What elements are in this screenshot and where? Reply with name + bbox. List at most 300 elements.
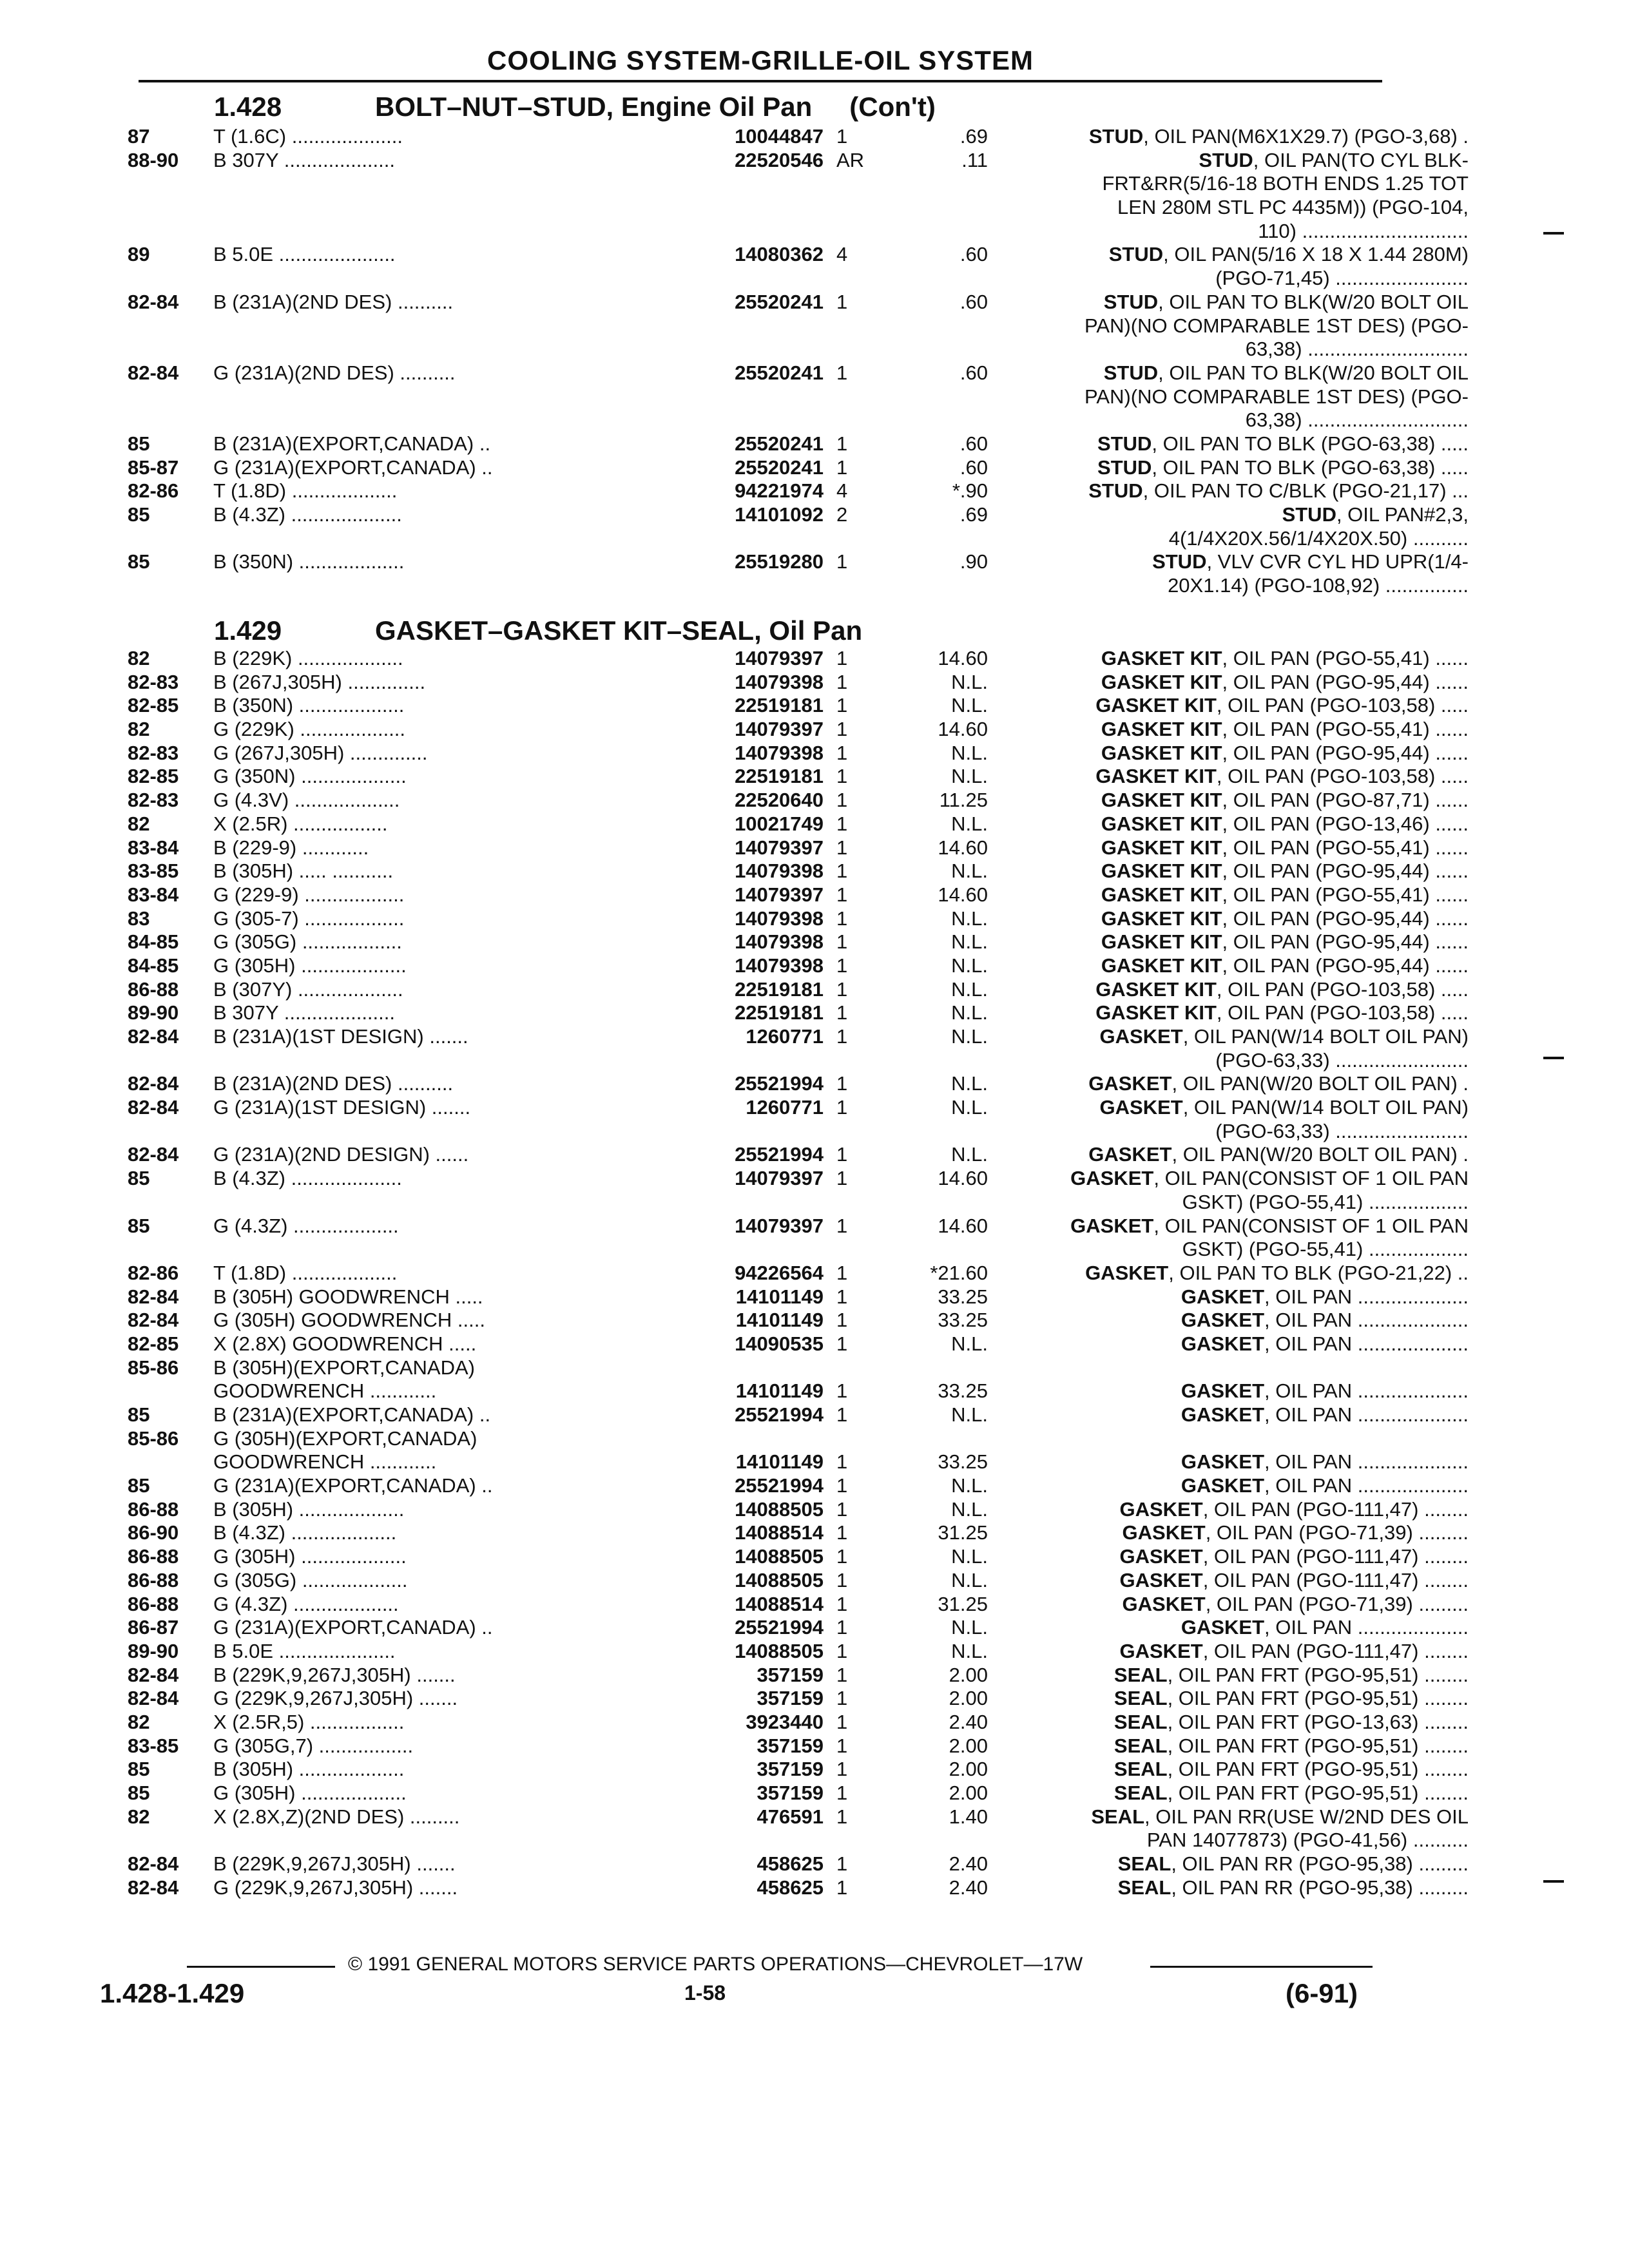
model-year: 83-84 [128, 883, 179, 906]
table-row [128, 1332, 1469, 1356]
price: 2.40 [949, 1852, 988, 1876]
part-number: 25520241 [735, 432, 824, 455]
quantity: 1 [836, 907, 848, 930]
quantity: AR [836, 148, 865, 171]
price: .60 [959, 456, 988, 479]
model-year: 82-84 [128, 1025, 179, 1048]
description: 4(1/4X20X.56/1/4X20X.50) .......... [1168, 526, 1469, 550]
table-row [128, 574, 1469, 598]
part-number: 25521994 [735, 1143, 824, 1166]
price: .11 [961, 148, 988, 171]
table-row [128, 1734, 1469, 1758]
application: G (229K) ................... [213, 718, 406, 741]
price: 2.40 [949, 1710, 988, 1733]
table-row [128, 1450, 1469, 1474]
price: 14.60 [938, 718, 988, 741]
quantity: 1 [836, 883, 848, 906]
part-number: 1260771 [746, 1025, 824, 1048]
part-number: 14079397 [735, 836, 824, 859]
description: GASKET, OIL PAN(CONSIST OF 1 OIL PAN [1070, 1214, 1469, 1237]
model-year: 82-85 [128, 1332, 179, 1355]
model-year: 87 [128, 125, 150, 148]
model-year: 82-84 [128, 290, 179, 313]
parts-table-1429 [128, 647, 1469, 1899]
table-row [128, 1545, 1469, 1569]
price: N.L. [951, 954, 988, 977]
part-number: 14090535 [735, 1332, 824, 1355]
quantity: 1 [836, 550, 848, 573]
section-continued: (Con't) [849, 91, 936, 122]
price: 14.60 [938, 647, 988, 669]
quantity: 1 [836, 1710, 848, 1733]
quantity: 1 [836, 456, 848, 479]
description: GASKET, OIL PAN(W/20 BOLT OIL PAN) . [1088, 1072, 1469, 1095]
application: X (2.8X,Z)(2ND DES) ......... [213, 1805, 460, 1828]
part-number: 14079398 [735, 860, 824, 883]
footer-copyright: © 1991 GENERAL MOTORS SERVICE PARTS OPERATIONS—CHEVROLET—17W [348, 1954, 1083, 1975]
model-year: 85 [128, 503, 150, 526]
quantity: 1 [836, 765, 848, 788]
description: GASKET, OIL PAN (PGO-111,47) ........ [1119, 1639, 1469, 1662]
model-year: 85 [128, 1214, 150, 1237]
quantity: 4 [836, 479, 848, 503]
model-year: 82 [128, 718, 150, 741]
description: GASKET KIT, OIL PAN (PGO-103,58) ..... [1095, 977, 1469, 1001]
price: N.L. [951, 1403, 988, 1426]
part-number: 14079397 [735, 1214, 824, 1237]
part-number: 14088505 [735, 1545, 824, 1568]
model-year: 83-84 [128, 836, 179, 859]
part-number: 357159 [757, 1663, 824, 1686]
part-number: 22519181 [735, 694, 824, 717]
table-row [128, 1309, 1469, 1332]
table-row [128, 1096, 1469, 1120]
price: N.L. [951, 907, 988, 930]
model-year: 82-86 [128, 479, 179, 503]
table-row [128, 1356, 1384, 1380]
price: N.L. [951, 1497, 988, 1521]
application: B (229K,9,267J,305H) ....... [213, 1663, 456, 1686]
table-row [128, 860, 1469, 883]
table-row [128, 1238, 1469, 1262]
description: GASKET, OIL PAN(W/14 BOLT OIL PAN) [1099, 1096, 1469, 1119]
table-row [128, 1025, 1469, 1049]
price: N.L. [951, 812, 988, 835]
description: GASKET, OIL PAN (PGO-111,47) ........ [1119, 1497, 1469, 1521]
table-row [128, 1214, 1469, 1238]
description: SEAL, OIL PAN FRT (PGO-95,51) ........ [1113, 1734, 1469, 1757]
description: GASKET, OIL PAN .................... [1181, 1616, 1469, 1639]
model-year: 83-85 [128, 860, 179, 883]
description: STUD, OIL PAN TO C/BLK (PGO-21,17) ... [1088, 479, 1469, 503]
quantity: 1 [836, 977, 848, 1001]
application: G (305H) ................... [213, 1545, 407, 1568]
part-number: 14079398 [735, 930, 824, 954]
application: B (231A)(EXPORT,CANADA) .. [213, 1403, 491, 1426]
part-number: 25521994 [735, 1072, 824, 1095]
part-number: 94221974 [735, 479, 824, 503]
description: GASKET KIT, OIL PAN (PGO-95,44) ...... [1101, 930, 1469, 954]
application: B (305H) ................... [213, 1497, 405, 1521]
quantity: 1 [836, 1805, 848, 1828]
quantity: 1 [836, 1592, 848, 1615]
part-number: 25520241 [735, 361, 824, 384]
application: G (305G) ................... [213, 1568, 408, 1591]
margin-mark [1543, 232, 1564, 235]
application: T (1.6C) .................... [213, 125, 403, 148]
application: B (4.3Z) .................... [213, 1167, 402, 1190]
table-row [128, 1829, 1469, 1852]
table-row [128, 1497, 1469, 1522]
part-number: 14079397 [735, 718, 824, 741]
quantity: 1 [836, 860, 848, 883]
table-row [128, 1663, 1469, 1687]
table-row [128, 479, 1469, 503]
model-year: 85 [128, 1167, 150, 1190]
model-year: 86-90 [128, 1521, 179, 1544]
description: GASKET, OIL PAN .................... [1181, 1309, 1469, 1332]
table-row [128, 1167, 1469, 1191]
model-year: 82-85 [128, 694, 179, 717]
table-row [128, 907, 1469, 931]
table-row [128, 219, 1469, 244]
part-number: 458625 [757, 1876, 824, 1899]
quantity: 1 [836, 836, 848, 859]
table-row [128, 1072, 1469, 1096]
description: GASKET, OIL PAN TO BLK (PGO-21,22) .. [1085, 1261, 1469, 1284]
model-year: 82-84 [128, 1285, 179, 1308]
price: *21.60 [930, 1261, 988, 1284]
model-year: 86-88 [128, 977, 179, 1001]
quantity: 1 [836, 1403, 848, 1426]
price: *.90 [952, 479, 988, 503]
part-number: 25519280 [735, 550, 824, 573]
quantity: 1 [836, 670, 848, 693]
quantity: 1 [836, 125, 848, 148]
table-row [128, 1143, 1469, 1167]
model-year: 88-90 [128, 148, 179, 171]
part-number: 14079397 [735, 1167, 824, 1190]
application: G (305H) ................... [213, 954, 407, 977]
table-row [128, 1568, 1469, 1593]
application: B (350N) ................... [213, 694, 405, 717]
quantity: 1 [836, 1167, 848, 1190]
table-row [128, 432, 1469, 456]
price: N.L. [951, 694, 988, 717]
price: 2.00 [949, 1782, 988, 1804]
part-number: 25521994 [735, 1616, 824, 1639]
application: T (1.8D) ................... [213, 479, 398, 503]
section-title: GASKET–GASKET KIT–SEAL, Oil Pan [375, 615, 863, 646]
quantity: 1 [836, 1025, 848, 1048]
quantity: 1 [836, 1521, 848, 1544]
price: N.L. [951, 741, 988, 764]
table-row [128, 172, 1469, 196]
application: B (350N) ................... [213, 550, 405, 573]
price: 31.25 [938, 1521, 988, 1544]
part-number: 94226564 [735, 1261, 824, 1284]
model-year: 85 [128, 550, 150, 573]
part-number: 1260771 [746, 1096, 824, 1119]
description: STUD, OIL PAN(5/16 X 18 X 1.44 280M) [1108, 243, 1469, 266]
model-year: 82-84 [128, 1876, 179, 1899]
application: B (267J,305H) .............. [213, 670, 426, 693]
model-year: 85 [128, 1403, 150, 1426]
table-row [128, 765, 1469, 789]
part-number: 14101092 [735, 503, 824, 526]
table-row [128, 1521, 1469, 1545]
part-number: 14088514 [735, 1592, 824, 1615]
description: GASKET KIT, OIL PAN (PGO-55,41) ...... [1101, 883, 1469, 906]
application: T (1.8D) ................... [213, 1261, 398, 1284]
description: SEAL, OIL PAN RR (PGO-95,38) ......... [1117, 1852, 1469, 1876]
section-number: 1.428 [214, 91, 282, 122]
table-row [128, 1190, 1469, 1215]
quantity: 1 [836, 361, 848, 384]
part-number: 476591 [757, 1805, 824, 1828]
table-row [128, 789, 1469, 812]
part-number: 25521994 [735, 1403, 824, 1426]
description: SEAL, OIL PAN FRT (PGO-95,51) ........ [1113, 1758, 1469, 1781]
price: N.L. [951, 1474, 988, 1497]
application: G (305G,7) ................. [213, 1734, 414, 1757]
description: GASKET, OIL PAN .................... [1181, 1332, 1469, 1355]
model-year: 82-83 [128, 789, 179, 812]
application: G (231A)(1ST DESIGN) ....... [213, 1096, 471, 1119]
part-number: 14079397 [735, 883, 824, 906]
table-row [128, 954, 1469, 978]
table-row [128, 290, 1469, 314]
model-year: 84-85 [128, 930, 179, 954]
description: 110) .............................. [1258, 219, 1469, 242]
quantity: 4 [836, 243, 848, 266]
quantity: 2 [836, 503, 848, 526]
part-number: 14079398 [735, 954, 824, 977]
quantity: 1 [836, 1616, 848, 1639]
table-row [128, 1805, 1469, 1829]
price: N.L. [951, 1025, 988, 1048]
table-row [128, 408, 1469, 432]
part-number: 14101149 [735, 1285, 824, 1308]
part-number: 22519181 [735, 977, 824, 1001]
table-row [128, 1758, 1469, 1782]
description: STUD, OIL PAN TO BLK(W/20 BOLT OIL [1103, 361, 1469, 384]
price: 2.00 [949, 1687, 988, 1710]
description: GASKET, OIL PAN .................... [1181, 1450, 1469, 1474]
application: X (2.5R) ................. [213, 812, 388, 835]
table-row [128, 385, 1469, 409]
description: GSKT) (PGO-55,41) .................. [1182, 1190, 1469, 1213]
price: N.L. [951, 1545, 988, 1568]
quantity: 1 [836, 1332, 848, 1355]
footer-rule [187, 1966, 335, 1968]
description: STUD, OIL PAN TO BLK (PGO-63,38) ..... [1097, 432, 1469, 455]
application: B (231A)(EXPORT,CANADA) .. [213, 432, 491, 455]
table-row [128, 148, 1469, 173]
application: G (305H) GOODWRENCH ..... [213, 1309, 485, 1332]
model-year: 82 [128, 812, 150, 835]
description: 20X1.14) (PGO-108,92) ............... [1168, 574, 1469, 597]
table-row [128, 1710, 1469, 1735]
footer-date: (6-91) [1286, 1978, 1358, 2008]
part-number: 357159 [757, 1734, 824, 1757]
application: B 5.0E ..................... [213, 1639, 396, 1662]
model-year: 84-85 [128, 954, 179, 977]
model-year: 85 [128, 1474, 150, 1497]
description: STUD, OIL PAN(TO CYL BLK- [1199, 148, 1469, 171]
table-row [128, 267, 1469, 291]
application: B (231A)(2ND DES) .......... [213, 290, 454, 313]
part-number: 458625 [757, 1852, 824, 1876]
price: N.L. [951, 860, 988, 883]
application: B (307Y) ................... [213, 977, 403, 1001]
description: (PGO-63,33) ........................ [1215, 1119, 1469, 1142]
table-row [128, 977, 1469, 1002]
parts-table-1428 [128, 125, 1469, 598]
quantity: 1 [836, 694, 848, 717]
model-year: 82-86 [128, 1261, 179, 1284]
description: GASKET, OIL PAN .................... [1181, 1379, 1469, 1403]
description: GASKET, OIL PAN(W/20 BOLT OIL PAN) . [1088, 1143, 1469, 1166]
quantity: 1 [836, 718, 848, 741]
description: STUD, OIL PAN TO BLK(W/20 BOLT OIL [1103, 290, 1469, 313]
table-row [128, 718, 1469, 742]
quantity: 1 [836, 1639, 848, 1662]
application: B 307Y .................... [213, 148, 395, 171]
application: G (231A)(EXPORT,CANADA) .. [213, 456, 493, 479]
price: 31.25 [938, 1592, 988, 1615]
part-number: 14101149 [735, 1379, 824, 1403]
price: N.L. [951, 1001, 988, 1024]
description: GASKET, OIL PAN (PGO-111,47) ........ [1119, 1545, 1469, 1568]
description: GASKET, OIL PAN .................... [1181, 1474, 1469, 1497]
model-year: 82-83 [128, 741, 179, 764]
model-year: 82-84 [128, 1096, 179, 1119]
description: (PGO-71,45) ........................ [1215, 267, 1469, 290]
model-year: 86-88 [128, 1568, 179, 1591]
part-number: 14088514 [735, 1521, 824, 1544]
price: N.L. [951, 1072, 988, 1095]
description: GASKET, OIL PAN (PGO-71,39) ......... [1122, 1521, 1469, 1544]
quantity: 1 [836, 1214, 848, 1237]
model-year: 83 [128, 907, 150, 930]
description: SEAL, OIL PAN FRT (PGO-95,51) ........ [1113, 1663, 1469, 1686]
description: GASKET, OIL PAN (PGO-71,39) ......... [1122, 1592, 1469, 1615]
description: LEN 280M STL PC 4435M)) (PGO-104, [1117, 196, 1469, 219]
application: G (229K,9,267J,305H) ....... [213, 1876, 458, 1899]
table-row [128, 1119, 1469, 1144]
table-row [128, 930, 1469, 954]
model-year: 82-84 [128, 1072, 179, 1095]
part-number: 14088505 [735, 1639, 824, 1662]
model-year: 85-87 [128, 456, 179, 479]
margin-mark [1543, 1880, 1564, 1883]
price: N.L. [951, 930, 988, 954]
description: SEAL, OIL PAN FRT (PGO-95,51) ........ [1113, 1687, 1469, 1710]
table-row [128, 1852, 1469, 1876]
description: STUD, OIL PAN#2,3, [1282, 503, 1469, 526]
price: 33.25 [938, 1450, 988, 1474]
model-year: 89-90 [128, 1001, 179, 1024]
part-number: 25521994 [735, 1474, 824, 1497]
part-number: 357159 [757, 1782, 824, 1804]
quantity: 1 [836, 1663, 848, 1686]
quantity: 1 [836, 954, 848, 977]
quantity: 1 [836, 1758, 848, 1781]
description: 63,38) ............................. [1245, 338, 1469, 361]
quantity: 1 [836, 1782, 848, 1804]
quantity: 1 [836, 930, 848, 954]
description: PAN)(NO COMPARABLE 1ST DES) (PGO- [1084, 314, 1469, 337]
footer-rule [1150, 1966, 1373, 1968]
application: B (305H) ..... ........... [213, 860, 394, 883]
model-year: 82 [128, 1710, 150, 1733]
section-heading-1429 [214, 615, 862, 646]
quantity: 1 [836, 1379, 848, 1403]
application: GOODWRENCH ............ [213, 1379, 437, 1403]
application: B (305H) ................... [213, 1758, 405, 1781]
price: .60 [959, 243, 988, 266]
application: B 307Y .................... [213, 1001, 395, 1024]
price: .60 [959, 290, 988, 313]
price: .90 [959, 550, 988, 573]
quantity: 1 [836, 1450, 848, 1474]
table-row [128, 361, 1469, 385]
quantity: 1 [836, 1497, 848, 1521]
description: STUD, OIL PAN(M6X1X29.7) (PGO-3,68) . [1088, 125, 1469, 148]
price: N.L. [951, 977, 988, 1001]
table-row [128, 1592, 1469, 1617]
model-year: 82-84 [128, 1663, 179, 1686]
model-year: 86-88 [128, 1545, 179, 1568]
description: GSKT) (PGO-55,41) .................. [1182, 1238, 1469, 1261]
price: N.L. [951, 1332, 988, 1355]
application: X (2.8X) GOODWRENCH ..... [213, 1332, 477, 1355]
page-title: COOLING SYSTEM-GRILLE-OIL SYSTEM [487, 45, 1034, 75]
table-row [128, 125, 1469, 149]
description: SEAL, OIL PAN FRT (PGO-13,63) ........ [1113, 1710, 1469, 1733]
model-year: 82-84 [128, 1852, 179, 1876]
quantity: 1 [836, 647, 848, 669]
part-number: 14079398 [735, 907, 824, 930]
description: GASKET KIT, OIL PAN (PGO-55,41) ...... [1101, 647, 1469, 669]
application: G (305-7) .................. [213, 907, 405, 930]
table-row [128, 526, 1469, 551]
application: G (4.3V) ................... [213, 789, 400, 812]
part-number: 22520640 [735, 789, 824, 812]
application: X (2.5R,5) ................. [213, 1710, 405, 1733]
quantity: 1 [836, 789, 848, 812]
description: GASKET KIT, OIL PAN (PGO-103,58) ..... [1095, 1001, 1469, 1024]
part-number: 357159 [757, 1758, 824, 1781]
description: GASKET KIT, OIL PAN (PGO-13,46) ...... [1101, 812, 1469, 835]
application: B (4.3Z) .................... [213, 503, 402, 526]
price: N.L. [951, 1616, 988, 1639]
price: N.L. [951, 670, 988, 693]
description: GASKET KIT, OIL PAN (PGO-103,58) ..... [1095, 694, 1469, 717]
quantity: 1 [836, 1285, 848, 1308]
description: PAN)(NO COMPARABLE 1ST DES) (PGO- [1084, 385, 1469, 408]
quantity: 1 [836, 1072, 848, 1095]
table-row [128, 670, 1469, 695]
model-year: 85-86 [128, 1427, 179, 1450]
table-row [128, 1782, 1469, 1805]
quantity: 1 [836, 1143, 848, 1166]
part-number: 25520241 [735, 290, 824, 313]
table-row [128, 550, 1469, 574]
price: .69 [959, 125, 988, 148]
application: B (4.3Z) ................... [213, 1521, 397, 1544]
